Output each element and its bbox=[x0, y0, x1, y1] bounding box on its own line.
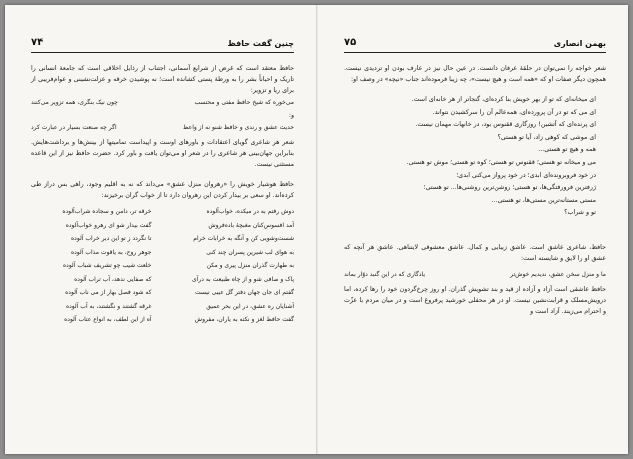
quote-line: ای می که تو در آن پرورده‌ای، همه‌عالم آن را سرکشیدن نتواند. bbox=[432, 108, 596, 116]
left-couplet-2-second: اگر چه صنعت بسیار در عبارت کرد bbox=[31, 124, 117, 131]
quote-line: می و میخانه تو هستی؛ ققنوس تو هستی؛ کوه تو هستی؛ موش تو هستی. bbox=[406, 158, 596, 166]
right-couplet-first: ما و منزل سخن عشق، ندیدیم خوش‌تر bbox=[510, 270, 606, 278]
right-paragraph-1: شعر خواجه را نمی‌توان در حلقهٔ عرفان دانست. در عین حال نیز در عارف بودن او تردیدی نیست. همچون دیگر صفات او که «همه است و هیچ نیست»، چه زیبا فرموده‌اند جناب «نیچه» در وصف او: bbox=[344, 65, 606, 83]
quote-line: ای میخانه‌ای که تو از بهر خویش بنا کرده‌ای، گنجاتر از هر خانه‌ای است. bbox=[411, 96, 596, 103]
quote-line: همه و هیچ تو هستی... bbox=[538, 146, 596, 154]
verse-line: به طهارت گذران منزل پیری و مکن bbox=[206, 262, 294, 269]
verse-line: غرقه گشتند و نگشتند، به آب آلوده bbox=[65, 302, 152, 310]
left-and-label: و: bbox=[288, 112, 294, 119]
left-couplet-2 bbox=[31, 121, 294, 135]
verse-line: که شود فصل بهار از می ناب آلوده bbox=[65, 289, 152, 296]
quote-line: در خود فروبرونده‌ای ابدی؛ در خود پرواز می‌کنی ابدی؛ bbox=[456, 171, 596, 179]
left-page-header bbox=[31, 36, 294, 53]
book-spread bbox=[5, 5, 628, 454]
right-paragraph-2: حافظ، شاعری عاشق است. عاشق زیبایی و کمال. عاشق معشوقی لایتناهی. عاشق هر آنچه که عشق او را لایق و شایسته است: bbox=[344, 243, 606, 262]
left-paragraph-1: حافظ معتقد است که غرض از شرایع آسمانی، اجتناب از رذایل اخلاقی است که جامعهٔ انسانی را تاریک و احیاناً بشر را به ورطهٔ پستی کشانده است؛ نه پوشیدن خرقه و عزلت‌نشینی و عوام‌فریبی از برای ریا و تزویر: bbox=[31, 65, 294, 94]
quote-line: ای موشی که کوهی زاد، آیا تو هستی؟ bbox=[497, 133, 596, 141]
verse-line: گفتم ای جان جهان دفتر گل عیبی نیست bbox=[194, 289, 294, 296]
verse-line: گفت حافظ لغز و نکته به یاران، مفروش bbox=[194, 316, 294, 323]
verse-line: دوش رفتم به در میکده، خواب‌آلوده bbox=[206, 208, 294, 215]
right-page-header bbox=[344, 36, 606, 53]
quote-line: مستی مستانه‌ترین مستی‌ها، تو هستی... bbox=[491, 196, 596, 204]
left-couplet-2-first: حدیث عشق و رندی و حافظ شنو نه از واعظ bbox=[182, 124, 294, 131]
right-page-body bbox=[344, 63, 606, 317]
nietzsche-quote bbox=[344, 94, 606, 220]
verse-line: پاک و صافی شو و از چاه طبیعت به درآی bbox=[192, 275, 294, 283]
verse-line: خرقه تر، دامن و سجاده شراب‌آلوده bbox=[62, 208, 152, 215]
right-couplet bbox=[344, 268, 606, 282]
verse-line: شست‌وشویی کن و آنگه به خرابات خرام bbox=[193, 235, 294, 242]
right-running-title: بهمن انصاری bbox=[553, 39, 606, 48]
verse-line: آمد افسوس‌کنان مغبچهٔ باده‌فروش bbox=[208, 221, 294, 229]
left-running-title: چنین گفت حافظ bbox=[227, 39, 294, 48]
quote-line: ژرفترین فرورفتگی‌ها، تو هستی؛ روشن‌ترین روشنی‌ها... تو هستی؛ bbox=[423, 184, 596, 192]
left-couplet-1-first: می‌خوره که شیخ حافظ مفتی و محتسب bbox=[194, 99, 294, 106]
right-page bbox=[318, 5, 628, 454]
verse-line: خلعت شیب چو تشریف شباب آلوده bbox=[63, 262, 152, 269]
left-paragraph-2: شعر هر شاعری گویای اعتقادات و باورهای اوست و اپیداست تمامیتها از بینش‌ها و برداشت‌هایش. بنابراین جهان‌بینی هر شاعری را در شعر او می‌توان یافت و باور کرد. حضرت حافظ نیز از این قاعده مستثنی نیست. bbox=[31, 139, 294, 168]
left-couplet-1-second: چون نیک بنگری، همه تزویر می‌کنند bbox=[31, 99, 118, 106]
left-paragraph-3: حافظ هوشیار خویش را «رهروان منزل عشق» می‌داند که نه به اقلیم وجود، راهی بس دراز طی کرده‌اند. او سعی بر بیدار کردن این رهروان دارد تا از خواب گران برخیزند: bbox=[31, 181, 294, 199]
verse-line: به هوای لب شیرین پسران چند کنی bbox=[206, 248, 294, 256]
quote-line: ای پرنده‌ای که آتشین! روزگاری ققنوس بود، در خانهات مهمان نیست. bbox=[415, 121, 596, 129]
right-couplet-second: یادگاری که در این گنبد دوّار بماند bbox=[344, 270, 425, 278]
verse-line: تا نگردد ز تو این دیر خراب آلوده bbox=[71, 235, 152, 242]
verse-line: جوهر روح، به یاقوت مذاب آلوده bbox=[70, 248, 152, 256]
left-page-body bbox=[31, 63, 294, 327]
quote-line: تو و شراب؟ bbox=[564, 209, 596, 217]
left-verse-block bbox=[31, 205, 294, 327]
verse-line: گفت بیدار شو ای رهرو خواب‌آلوده bbox=[65, 221, 152, 229]
left-page-number: ۷۴ bbox=[31, 37, 44, 48]
verse-line: آشنایان ره عشق، در این بحر عمیق bbox=[206, 302, 294, 310]
left-couplet-1 bbox=[31, 96, 294, 110]
verse-line: آه از این لطف، به انواع عتاب آلوده bbox=[64, 316, 152, 323]
right-paragraph-3: حافظ عاشقی است آزاد و آزاده از قید و بند تشویش گذران. او روز چرخ‌گردون خود را رها کرده، اما درویش‌مسلک و قرابت‌نشین نیست. او در هر محفلی خورشید پرفروغ است و در میان مردم با عزّت و احترام می‌زیند. آزاد است و bbox=[344, 285, 606, 315]
verse-line: که صفایی ندهد، آب تراب آلوده bbox=[74, 275, 152, 283]
left-page bbox=[5, 5, 316, 454]
right-page-number: ۷۵ bbox=[344, 37, 357, 48]
